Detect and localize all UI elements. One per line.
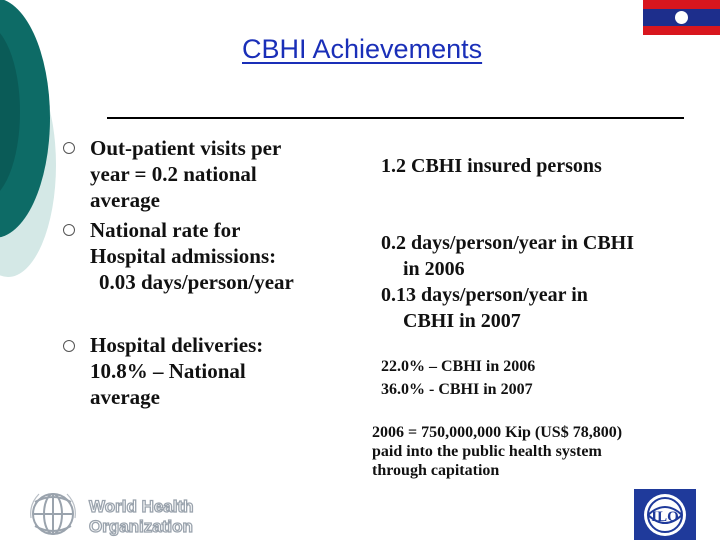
ilo-logo [634,489,696,540]
ilo-text: ILO [651,509,679,525]
title-divider [107,117,684,119]
outpatient-text: Out-patient visits per year = 0.2 national average [90,136,282,212]
deliveries-2006: 22.0% – CBHI in 2006 [381,358,536,375]
days-2006: 0.2 days/person/year in CBHI in 2006 [381,232,634,280]
deliveries-2007: 36.0% - CBHI in 2007 [381,381,533,398]
capitation-line-1: 2006 = 750,000,000 Kip (US$ 78,800) [372,424,623,441]
deliveries-text: Hospital deliveries: 10.8% – National average [90,333,264,409]
who-logo [27,488,197,540]
admissions-text: National rate for Hospital admissions: 0.03 days/person/year [90,218,294,294]
days-2007: 0.13 days/person/year in CBHI in 2007 [381,284,588,332]
capitation-line-3: through capitation [372,462,500,479]
insured-persons: 1.2 CBHI insured persons [381,155,602,177]
laos-flag-icon [643,0,720,35]
page-title: CBHI Achievements [242,34,483,64]
capitation-note [372,423,622,480]
bullet-icon [63,224,75,236]
admissions-value: 0.03 days/person/year [99,270,294,294]
capitation-line-2: paid into the public health system [372,443,602,460]
bullet-icon [63,142,75,154]
who-name-line1: World Health [89,497,194,516]
decorative-circles [0,0,60,300]
bullet-icon [63,340,75,352]
who-name-line2: Organization [89,517,193,536]
